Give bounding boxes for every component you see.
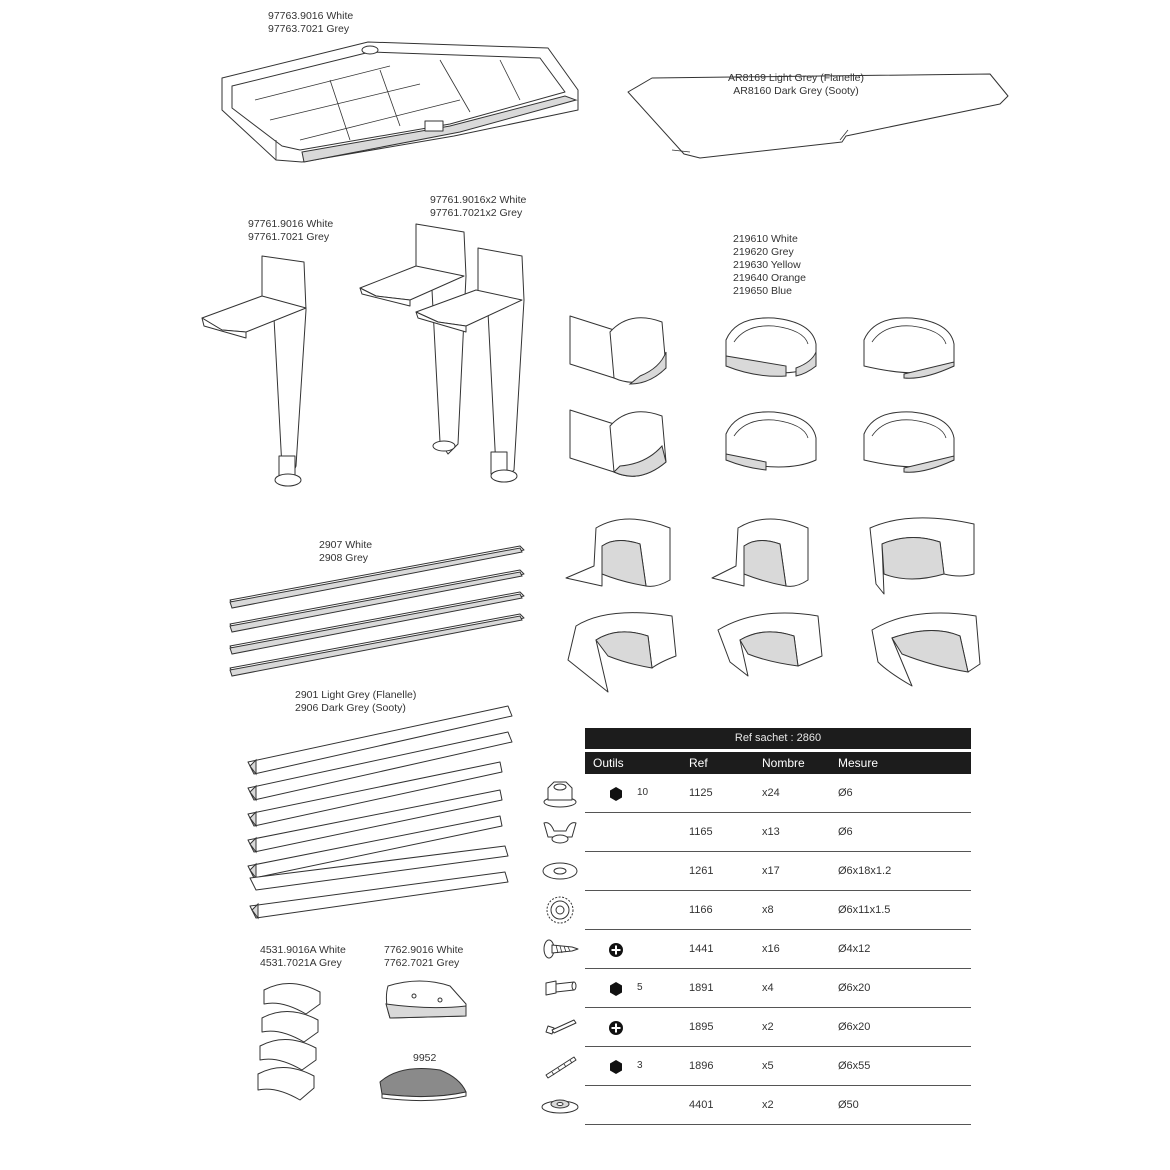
row-count: x2 xyxy=(762,1099,774,1111)
strips-label xyxy=(319,539,372,565)
corner-caps-label xyxy=(260,944,346,970)
row-ref: 1441 xyxy=(689,943,714,955)
row-size: Ø50 xyxy=(838,1099,859,1111)
hardware-table xyxy=(585,728,971,1125)
leg-double-drawing xyxy=(360,224,524,482)
tool-size: 10 xyxy=(637,787,649,798)
row-size: Ø6 xyxy=(838,787,853,799)
row-ref: 1895 xyxy=(689,1021,714,1033)
cup-washer-icon xyxy=(540,1090,580,1120)
leg-single-ref-white: 97761.9016 White xyxy=(248,218,334,230)
table-frame-drawing xyxy=(222,42,578,162)
hex-key-icon xyxy=(609,787,623,801)
row-count: x13 xyxy=(762,826,780,838)
flat-washer-icon xyxy=(540,856,580,886)
leg-double-label xyxy=(430,194,526,220)
leg-double-ref-white: 97761.9016x2 White xyxy=(430,194,527,206)
pocket-ref-grey: 219620 Grey xyxy=(733,246,794,258)
row-size: Ø6x20 xyxy=(838,982,871,994)
row-size: Ø6 xyxy=(838,826,853,838)
pocket-rings-drawing xyxy=(566,518,980,692)
row-size: Ø4x12 xyxy=(838,943,871,955)
leg-single-ref-grey: 97761.7021 Grey xyxy=(248,231,330,243)
leg-double-ref-grey: 97761.7021x2 Grey xyxy=(430,207,523,219)
tool-size: 3 xyxy=(637,1060,643,1071)
row-ref: 1891 xyxy=(689,982,714,994)
lock-washer-icon xyxy=(540,895,580,925)
pocket-ref-blue: 219650 Blue xyxy=(733,285,792,297)
strip-ref-white: 2907 White xyxy=(319,539,373,551)
phillips-screwdriver-icon xyxy=(609,943,623,957)
row-ref: 1896 xyxy=(689,1060,714,1072)
pocket-ref-orange: 219640 Orange xyxy=(733,272,806,284)
row-count: x5 xyxy=(762,1060,774,1072)
header-ref: Ref xyxy=(689,756,708,770)
corner-cap-ref-grey: 4531.7021A Grey xyxy=(260,957,342,969)
pocket-cups-drawing xyxy=(570,316,954,476)
corner-cap-ref-white: 4531.9016A White xyxy=(260,944,346,956)
plate-ref-grey: 7762.7021 Grey xyxy=(384,957,460,969)
header-size: Mesure xyxy=(838,756,879,770)
plate-label xyxy=(384,944,463,970)
leg-single-label xyxy=(248,218,333,244)
row-size: Ø6x55 xyxy=(838,1060,871,1072)
row-count: x2 xyxy=(762,1021,774,1033)
table-row xyxy=(585,1008,971,1047)
row-count: x24 xyxy=(762,787,780,799)
header-count: Nombre xyxy=(762,756,805,770)
frame-ref-white: 97763.9016 White xyxy=(268,10,354,22)
strip-ref-grey: 2908 Grey xyxy=(319,552,369,564)
row-ref: 1125 xyxy=(689,787,713,799)
hex-key-icon xyxy=(609,982,623,996)
table-row xyxy=(585,891,971,930)
pocket-ref-white: 219610 White xyxy=(733,233,798,245)
rail-strips-drawing xyxy=(230,546,524,676)
flange-nut-icon xyxy=(540,778,580,808)
header-tools: Outils xyxy=(593,756,624,770)
cushions-drawing xyxy=(248,706,512,918)
table-row xyxy=(585,1047,971,1086)
threaded-rod-icon xyxy=(540,1051,580,1081)
row-ref: 1165 xyxy=(689,826,713,838)
row-count: x8 xyxy=(762,904,774,916)
cloth-ref-dark: AR8160 Dark Grey (Sooty) xyxy=(733,85,859,97)
wing-nut-icon xyxy=(540,817,580,847)
row-size: Ø6x20 xyxy=(838,1021,871,1033)
row-ref: 1261 xyxy=(689,865,714,877)
table-row xyxy=(585,852,971,891)
corner-caps-drawing xyxy=(258,983,320,1100)
wood-screw-icon xyxy=(540,934,580,964)
frame-ref-grey: 97763.7021 Grey xyxy=(268,23,350,35)
cushion-ref-light: 2901 Light Grey (Flanelle) xyxy=(295,689,417,701)
table-title: Ref sachet : 2860 xyxy=(585,728,971,749)
pocket-ref-yellow: 219630 Yellow xyxy=(733,259,801,271)
plate-ref-white: 7762.9016 White xyxy=(384,944,464,956)
table-row xyxy=(585,930,971,969)
row-count: x16 xyxy=(762,943,780,955)
table-header xyxy=(585,752,971,774)
plate-drawing xyxy=(386,981,466,1018)
row-count: x4 xyxy=(762,982,774,994)
row-ref: 1166 xyxy=(689,904,713,916)
table-row xyxy=(585,1086,971,1125)
tool-size: 5 xyxy=(637,982,643,993)
cushions-label xyxy=(295,689,416,715)
frame-label xyxy=(268,10,353,36)
socket-screw-icon xyxy=(540,973,580,1003)
table-row xyxy=(585,774,971,813)
row-ref: 4401 xyxy=(689,1099,714,1111)
cloth-ref-light: AR8169 Light Grey (Flanelle) xyxy=(728,72,864,84)
hex-key-icon xyxy=(609,1060,623,1074)
row-size: Ø6x18x1.2 xyxy=(838,865,892,877)
pad-drawing xyxy=(380,1069,466,1101)
table-row xyxy=(585,969,971,1008)
leg-single-drawing xyxy=(202,256,306,486)
row-size: Ø6x11x1.5 xyxy=(838,904,891,916)
cushion-ref-dark: 2906 Dark Grey (Sooty) xyxy=(295,702,406,714)
countersunk-screw-icon xyxy=(540,1012,580,1042)
phillips-screwdriver-icon xyxy=(609,1021,623,1035)
pad-label: 9952 xyxy=(413,1052,437,1064)
cloth-label xyxy=(728,72,864,98)
table-row xyxy=(585,813,971,852)
pockets-label xyxy=(733,233,806,298)
row-count: x17 xyxy=(762,865,780,877)
